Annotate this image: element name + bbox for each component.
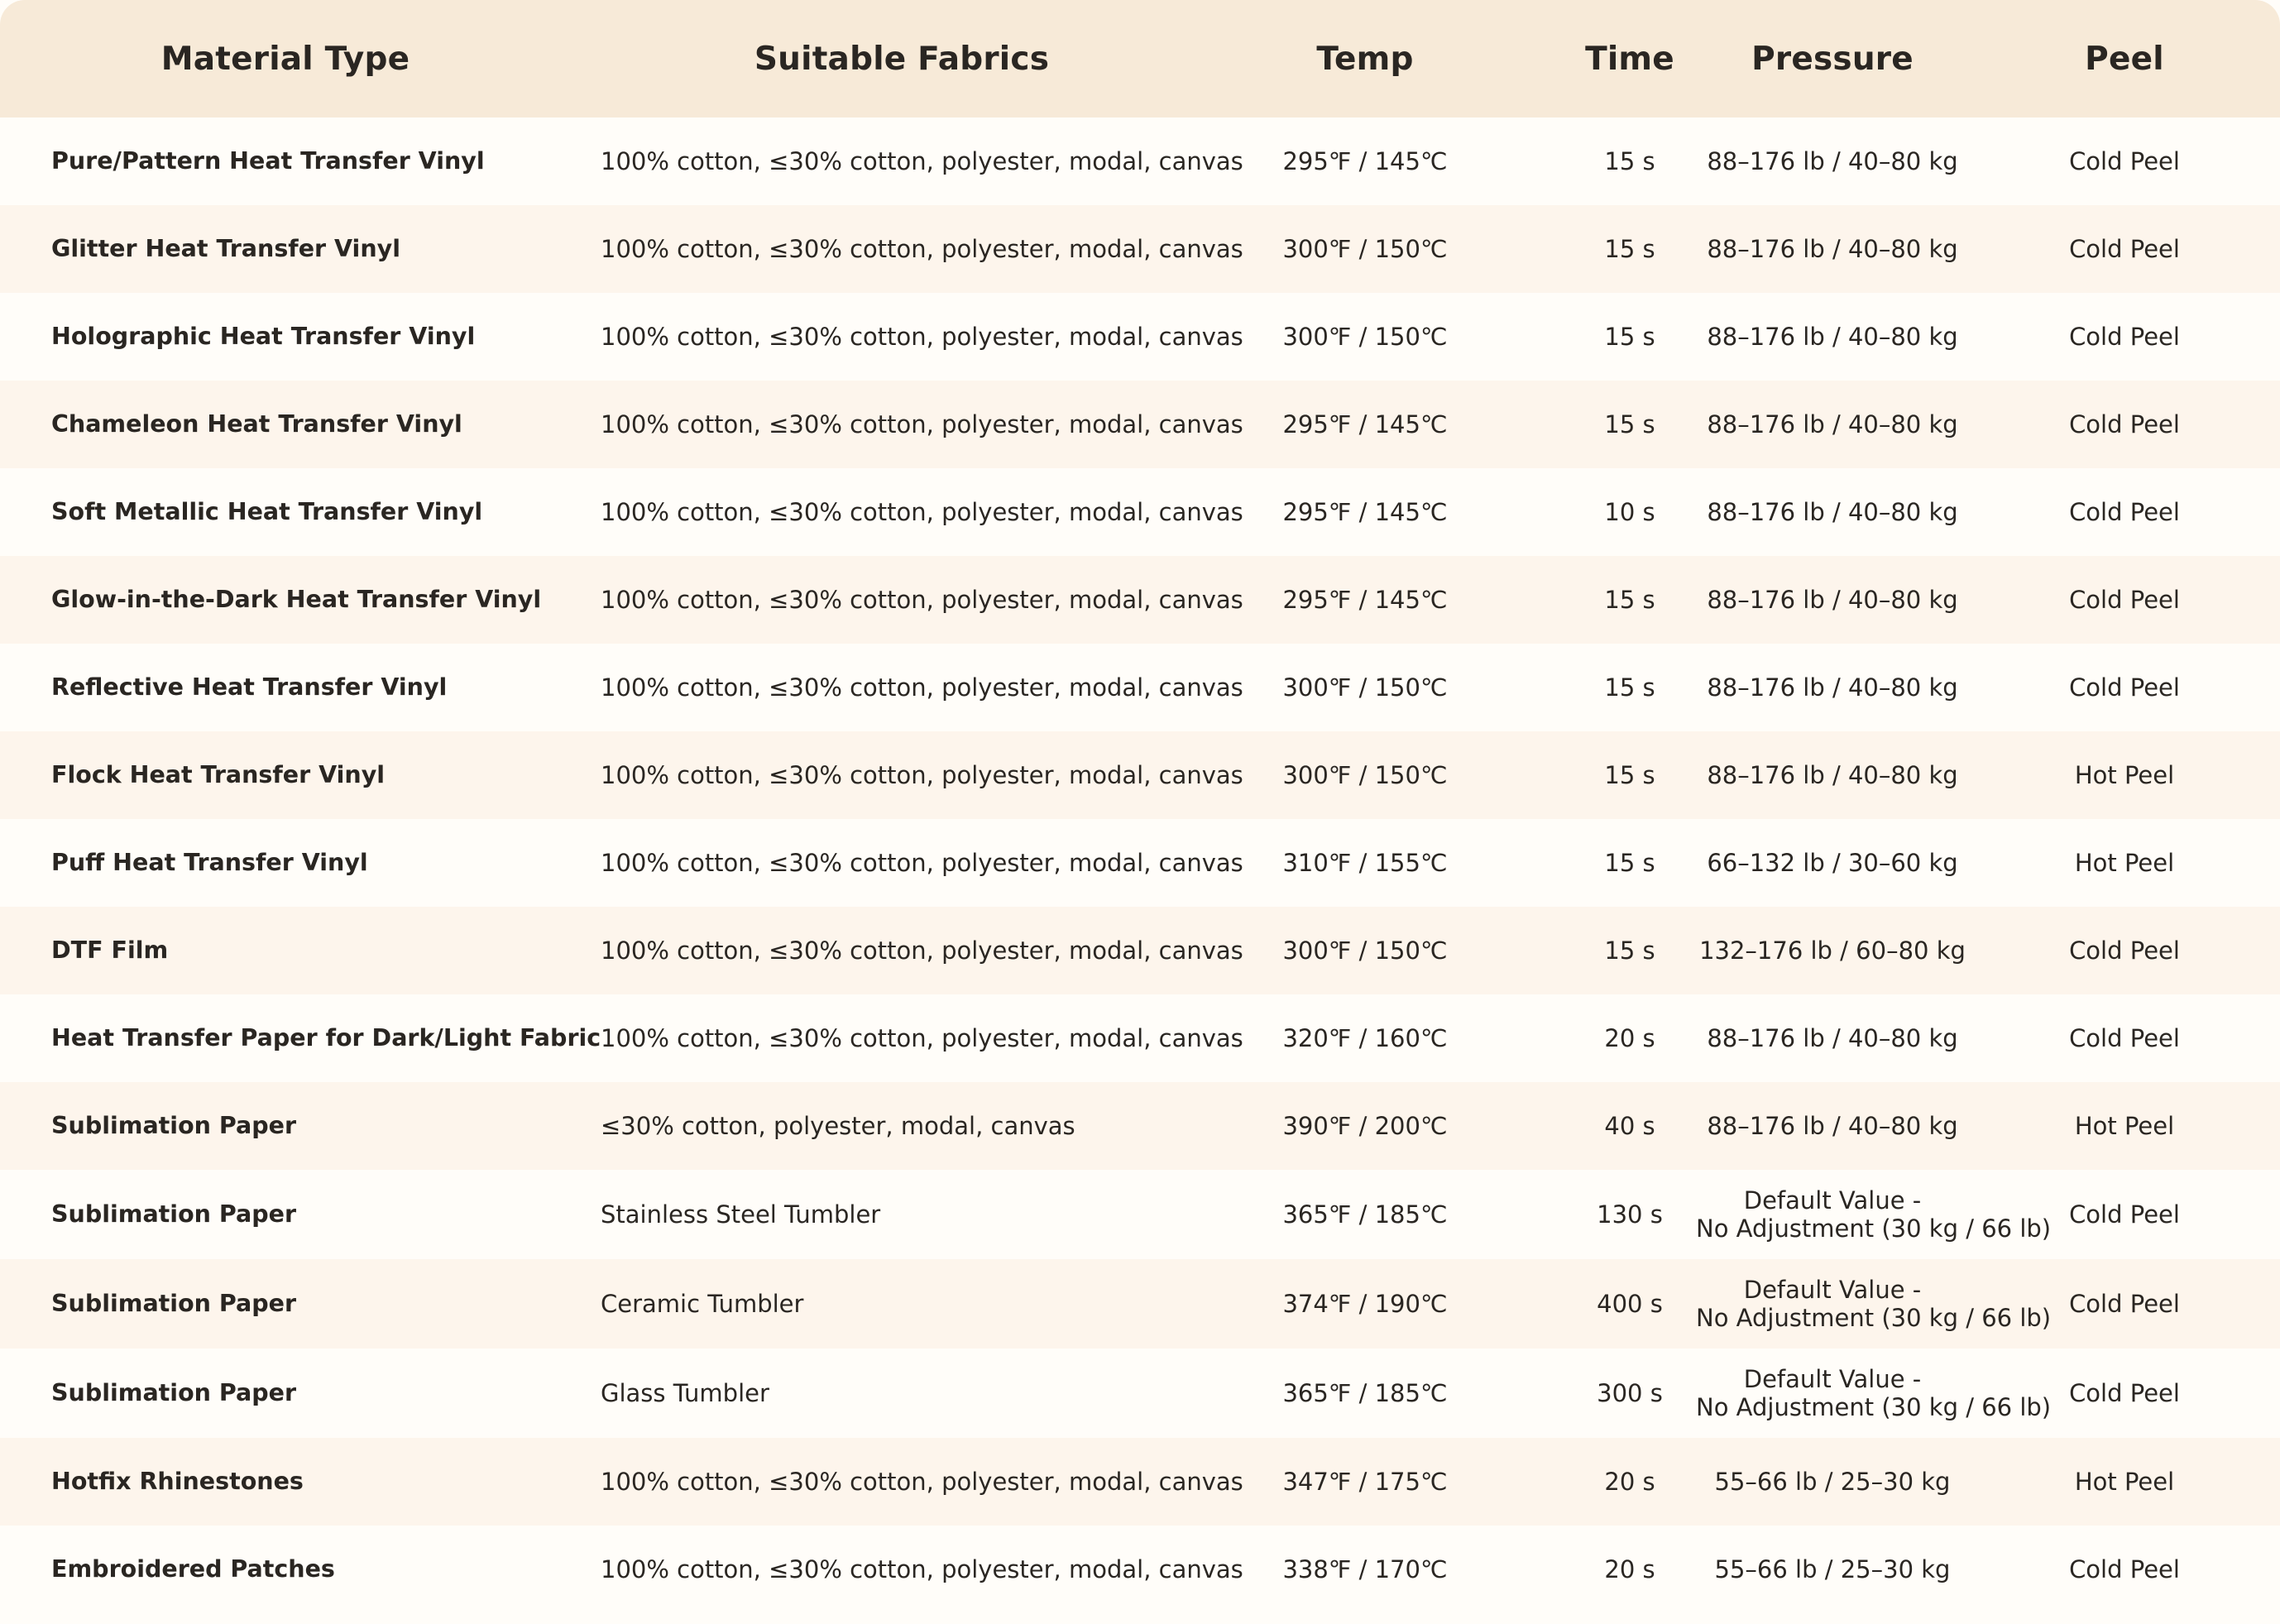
time-cell: 40 s <box>1604 1112 1655 1140</box>
time-cell: 20 s <box>1604 1555 1655 1583</box>
table-row <box>0 1082 2280 1170</box>
material-type-cell: Glitter Heat Transfer Vinyl <box>51 235 400 262</box>
suitable-fabrics-cell: 100% cotton, ≤30% cotton, polyester, modal, canvas <box>601 586 1243 614</box>
pressure-line-2: No Adjustment (30 kg / 66 lb) <box>1696 1214 2052 1243</box>
table-row <box>0 556 2280 644</box>
pressure-line-1: Default Value - <box>1743 1186 1922 1214</box>
temp-cell: 320℉ / 160℃ <box>1282 1024 1448 1052</box>
pressure-line-1: Default Value - <box>1743 1365 1922 1393</box>
pressure-line-1: 88–176 lb / 40–80 kg <box>1707 235 1958 263</box>
peel-cell: Hot Peel <box>2074 1468 2175 1496</box>
peel-cell: Cold Peel <box>2069 1200 2180 1229</box>
pressure-cell <box>1696 205 1969 293</box>
temp-cell: 310℉ / 155℃ <box>1282 849 1448 877</box>
header-pressure: Pressure <box>1751 40 1914 78</box>
pressure-line-1: 88–176 lb / 40–80 kg <box>1707 673 1958 702</box>
peel-cell: Cold Peel <box>2069 1555 2180 1583</box>
header-peel: Peel <box>2085 40 2164 78</box>
temp-cell: 300℉ / 150℃ <box>1282 235 1448 263</box>
pressure-line-2: No Adjustment (30 kg / 66 lb) <box>1696 1304 2052 1332</box>
material-type-cell: Glow-in-the-Dark Heat Transfer Vinyl <box>51 586 542 613</box>
suitable-fabrics-cell: 100% cotton, ≤30% cotton, polyester, modal, canvas <box>601 1468 1243 1496</box>
header-suitable-fabrics: Suitable Fabrics <box>754 40 1050 78</box>
pressure-line-1: 88–176 lb / 40–80 kg <box>1707 147 1958 175</box>
pressure-line-1: 88–176 lb / 40–80 kg <box>1707 1024 1958 1052</box>
suitable-fabrics-cell: 100% cotton, ≤30% cotton, polyester, modal, canvas <box>601 849 1243 877</box>
temp-cell: 374℉ / 190℃ <box>1282 1290 1448 1318</box>
pressure-line-1: 55–66 lb / 25–30 kg <box>1714 1555 1951 1583</box>
peel-cell: Cold Peel <box>2069 323 2180 351</box>
peel-cell: Cold Peel <box>2069 1024 2180 1052</box>
time-cell: 15 s <box>1604 410 1655 438</box>
temp-cell: 300℉ / 150℃ <box>1282 673 1448 702</box>
suitable-fabrics-cell: 100% cotton, ≤30% cotton, polyester, modal, canvas <box>601 1555 1243 1583</box>
table-row <box>0 1259 2280 1349</box>
temp-cell: 300℉ / 150℃ <box>1282 761 1448 789</box>
suitable-fabrics-cell: 100% cotton, ≤30% cotton, polyester, modal, canvas <box>601 410 1243 438</box>
material-type-cell: Sublimation Paper <box>51 1200 297 1228</box>
time-cell: 300 s <box>1597 1379 1663 1407</box>
table-row <box>0 205 2280 293</box>
time-cell: 15 s <box>1604 849 1655 877</box>
peel-cell: Cold Peel <box>2069 1379 2180 1407</box>
pressure-cell <box>1696 731 1969 819</box>
time-cell: 20 s <box>1604 1468 1655 1496</box>
pressure-cell <box>1696 644 1969 731</box>
pressure-cell <box>1696 1259 2052 1349</box>
material-type-cell: DTF Film <box>51 937 169 964</box>
table-row <box>0 1170 2280 1259</box>
peel-cell: Cold Peel <box>2069 235 2180 263</box>
material-type-cell: Pure/Pattern Heat Transfer Vinyl <box>51 147 485 175</box>
time-cell: 15 s <box>1604 586 1655 614</box>
suitable-fabrics-cell: 100% cotton, ≤30% cotton, polyester, modal, canvas <box>601 323 1243 351</box>
table-row <box>0 117 2280 205</box>
table-header <box>0 0 2280 117</box>
suitable-fabrics-cell: 100% cotton, ≤30% cotton, polyester, modal, canvas <box>601 673 1243 702</box>
time-cell: 15 s <box>1604 235 1655 263</box>
table-row <box>0 381 2280 468</box>
peel-cell: Cold Peel <box>2069 498 2180 526</box>
time-cell: 20 s <box>1604 1024 1655 1052</box>
time-cell: 15 s <box>1604 147 1655 175</box>
header-time: Time <box>1585 40 1674 78</box>
suitable-fabrics-cell: Ceramic Tumbler <box>601 1290 804 1318</box>
peel-cell: Hot Peel <box>2074 849 2175 877</box>
time-cell: 15 s <box>1604 761 1655 789</box>
peel-cell: Hot Peel <box>2074 1112 2175 1140</box>
pressure-line-1: 66–132 lb / 30–60 kg <box>1707 849 1958 877</box>
temp-cell: 365℉ / 185℃ <box>1282 1379 1448 1407</box>
pressure-line-1: 88–176 lb / 40–80 kg <box>1707 586 1958 614</box>
peel-cell: Cold Peel <box>2069 410 2180 438</box>
table-row <box>0 907 2280 994</box>
temp-cell: 295℉ / 145℃ <box>1282 147 1448 175</box>
table-row <box>0 468 2280 556</box>
material-type-cell: Sublimation Paper <box>51 1112 297 1139</box>
material-type-cell: Sublimation Paper <box>51 1379 297 1406</box>
pressure-cell <box>1696 1349 2052 1438</box>
pressure-line-1: 88–176 lb / 40–80 kg <box>1707 761 1958 789</box>
pressure-line-1: 132–176 lb / 60–80 kg <box>1699 937 1966 965</box>
table-row <box>0 644 2280 731</box>
material-type-cell: Soft Metallic Heat Transfer Vinyl <box>51 498 483 525</box>
material-type-cell: Reflective Heat Transfer Vinyl <box>51 673 448 701</box>
pressure-cell <box>1696 293 1969 381</box>
pressure-line-1: 88–176 lb / 40–80 kg <box>1707 323 1958 351</box>
table-row <box>0 1349 2280 1438</box>
material-type-cell: Puff Heat Transfer Vinyl <box>51 849 368 876</box>
table-row <box>0 293 2280 381</box>
peel-cell: Cold Peel <box>2069 147 2180 175</box>
header-row <box>0 0 2280 117</box>
temp-cell: 300℉ / 150℃ <box>1282 937 1448 965</box>
suitable-fabrics-cell: 100% cotton, ≤30% cotton, polyester, modal, canvas <box>601 147 1243 175</box>
material-type-cell: Hotfix Rhinestones <box>51 1468 304 1495</box>
pressure-line-1: 88–176 lb / 40–80 kg <box>1707 410 1958 438</box>
time-cell: 15 s <box>1604 937 1655 965</box>
pressure-cell <box>1696 1438 1969 1526</box>
suitable-fabrics-cell: 100% cotton, ≤30% cotton, polyester, modal, canvas <box>601 498 1243 526</box>
time-cell: 15 s <box>1604 323 1655 351</box>
time-cell: 130 s <box>1597 1200 1663 1229</box>
pressure-cell <box>1696 819 1969 907</box>
material-type-cell: Embroidered Patches <box>51 1555 335 1583</box>
pressure-cell <box>1696 468 1969 556</box>
suitable-fabrics-cell: 100% cotton, ≤30% cotton, polyester, modal, canvas <box>601 235 1243 263</box>
temp-cell: 295℉ / 145℃ <box>1282 410 1448 438</box>
pressure-cell <box>1696 556 1969 644</box>
pressure-line-1: 55–66 lb / 25–30 kg <box>1714 1468 1951 1496</box>
temp-cell: 347℉ / 175℃ <box>1282 1468 1448 1496</box>
peel-cell: Cold Peel <box>2069 586 2180 614</box>
time-cell: 10 s <box>1604 498 1655 526</box>
peel-cell: Cold Peel <box>2069 937 2180 965</box>
table-row <box>0 819 2280 907</box>
material-type-cell: Holographic Heat Transfer Vinyl <box>51 323 476 350</box>
pressure-cell <box>1696 1526 1969 1613</box>
pressure-cell <box>1696 1082 1969 1170</box>
suitable-fabrics-cell: 100% cotton, ≤30% cotton, polyester, modal, canvas <box>601 1024 1243 1052</box>
table-row <box>0 994 2280 1082</box>
table-row <box>0 731 2280 819</box>
pressure-line-1: 88–176 lb / 40–80 kg <box>1707 498 1958 526</box>
temp-cell: 338℉ / 170℃ <box>1282 1555 1448 1583</box>
temp-cell: 295℉ / 145℃ <box>1282 498 1448 526</box>
suitable-fabrics-cell: 100% cotton, ≤30% cotton, polyester, modal, canvas <box>601 937 1243 965</box>
peel-cell: Hot Peel <box>2074 761 2175 789</box>
peel-cell: Cold Peel <box>2069 673 2180 702</box>
material-type-cell: Heat Transfer Paper for Dark/Light Fabric <box>51 1024 601 1052</box>
table-row <box>0 1438 2280 1526</box>
temp-cell: 365℉ / 185℃ <box>1282 1200 1448 1229</box>
suitable-fabrics-cell: ≤30% cotton, polyester, modal, canvas <box>601 1112 1075 1140</box>
pressure-line-1: Default Value - <box>1743 1276 1922 1304</box>
suitable-fabrics-cell: Stainless Steel Tumbler <box>601 1200 881 1229</box>
material-type-cell: Chameleon Heat Transfer Vinyl <box>51 410 462 438</box>
peel-cell: Cold Peel <box>2069 1290 2180 1318</box>
pressure-line-2: No Adjustment (30 kg / 66 lb) <box>1696 1393 2052 1421</box>
pressure-line-1: 88–176 lb / 40–80 kg <box>1707 1112 1958 1140</box>
table-row <box>0 1526 2280 1613</box>
temp-cell: 295℉ / 145℃ <box>1282 586 1448 614</box>
suitable-fabrics-cell: 100% cotton, ≤30% cotton, polyester, modal, canvas <box>601 761 1243 789</box>
pressure-cell <box>1696 907 1969 994</box>
header-material-type: Material Type <box>160 40 410 78</box>
temp-cell: 390℉ / 200℃ <box>1282 1112 1448 1140</box>
header-temp: Temp <box>1316 40 1414 78</box>
time-cell: 400 s <box>1597 1290 1663 1318</box>
material-type-cell: Flock Heat Transfer Vinyl <box>51 761 386 788</box>
table-body <box>0 117 2280 1613</box>
pressure-cell <box>1696 1170 2052 1259</box>
pressure-cell <box>1696 994 1969 1082</box>
suitable-fabrics-cell: Glass Tumbler <box>601 1379 769 1407</box>
time-cell: 15 s <box>1604 673 1655 702</box>
temp-cell: 300℉ / 150℃ <box>1282 323 1448 351</box>
material-type-cell: Sublimation Paper <box>51 1290 297 1317</box>
pressure-cell <box>1696 117 1969 205</box>
pressure-cell <box>1696 381 1969 468</box>
